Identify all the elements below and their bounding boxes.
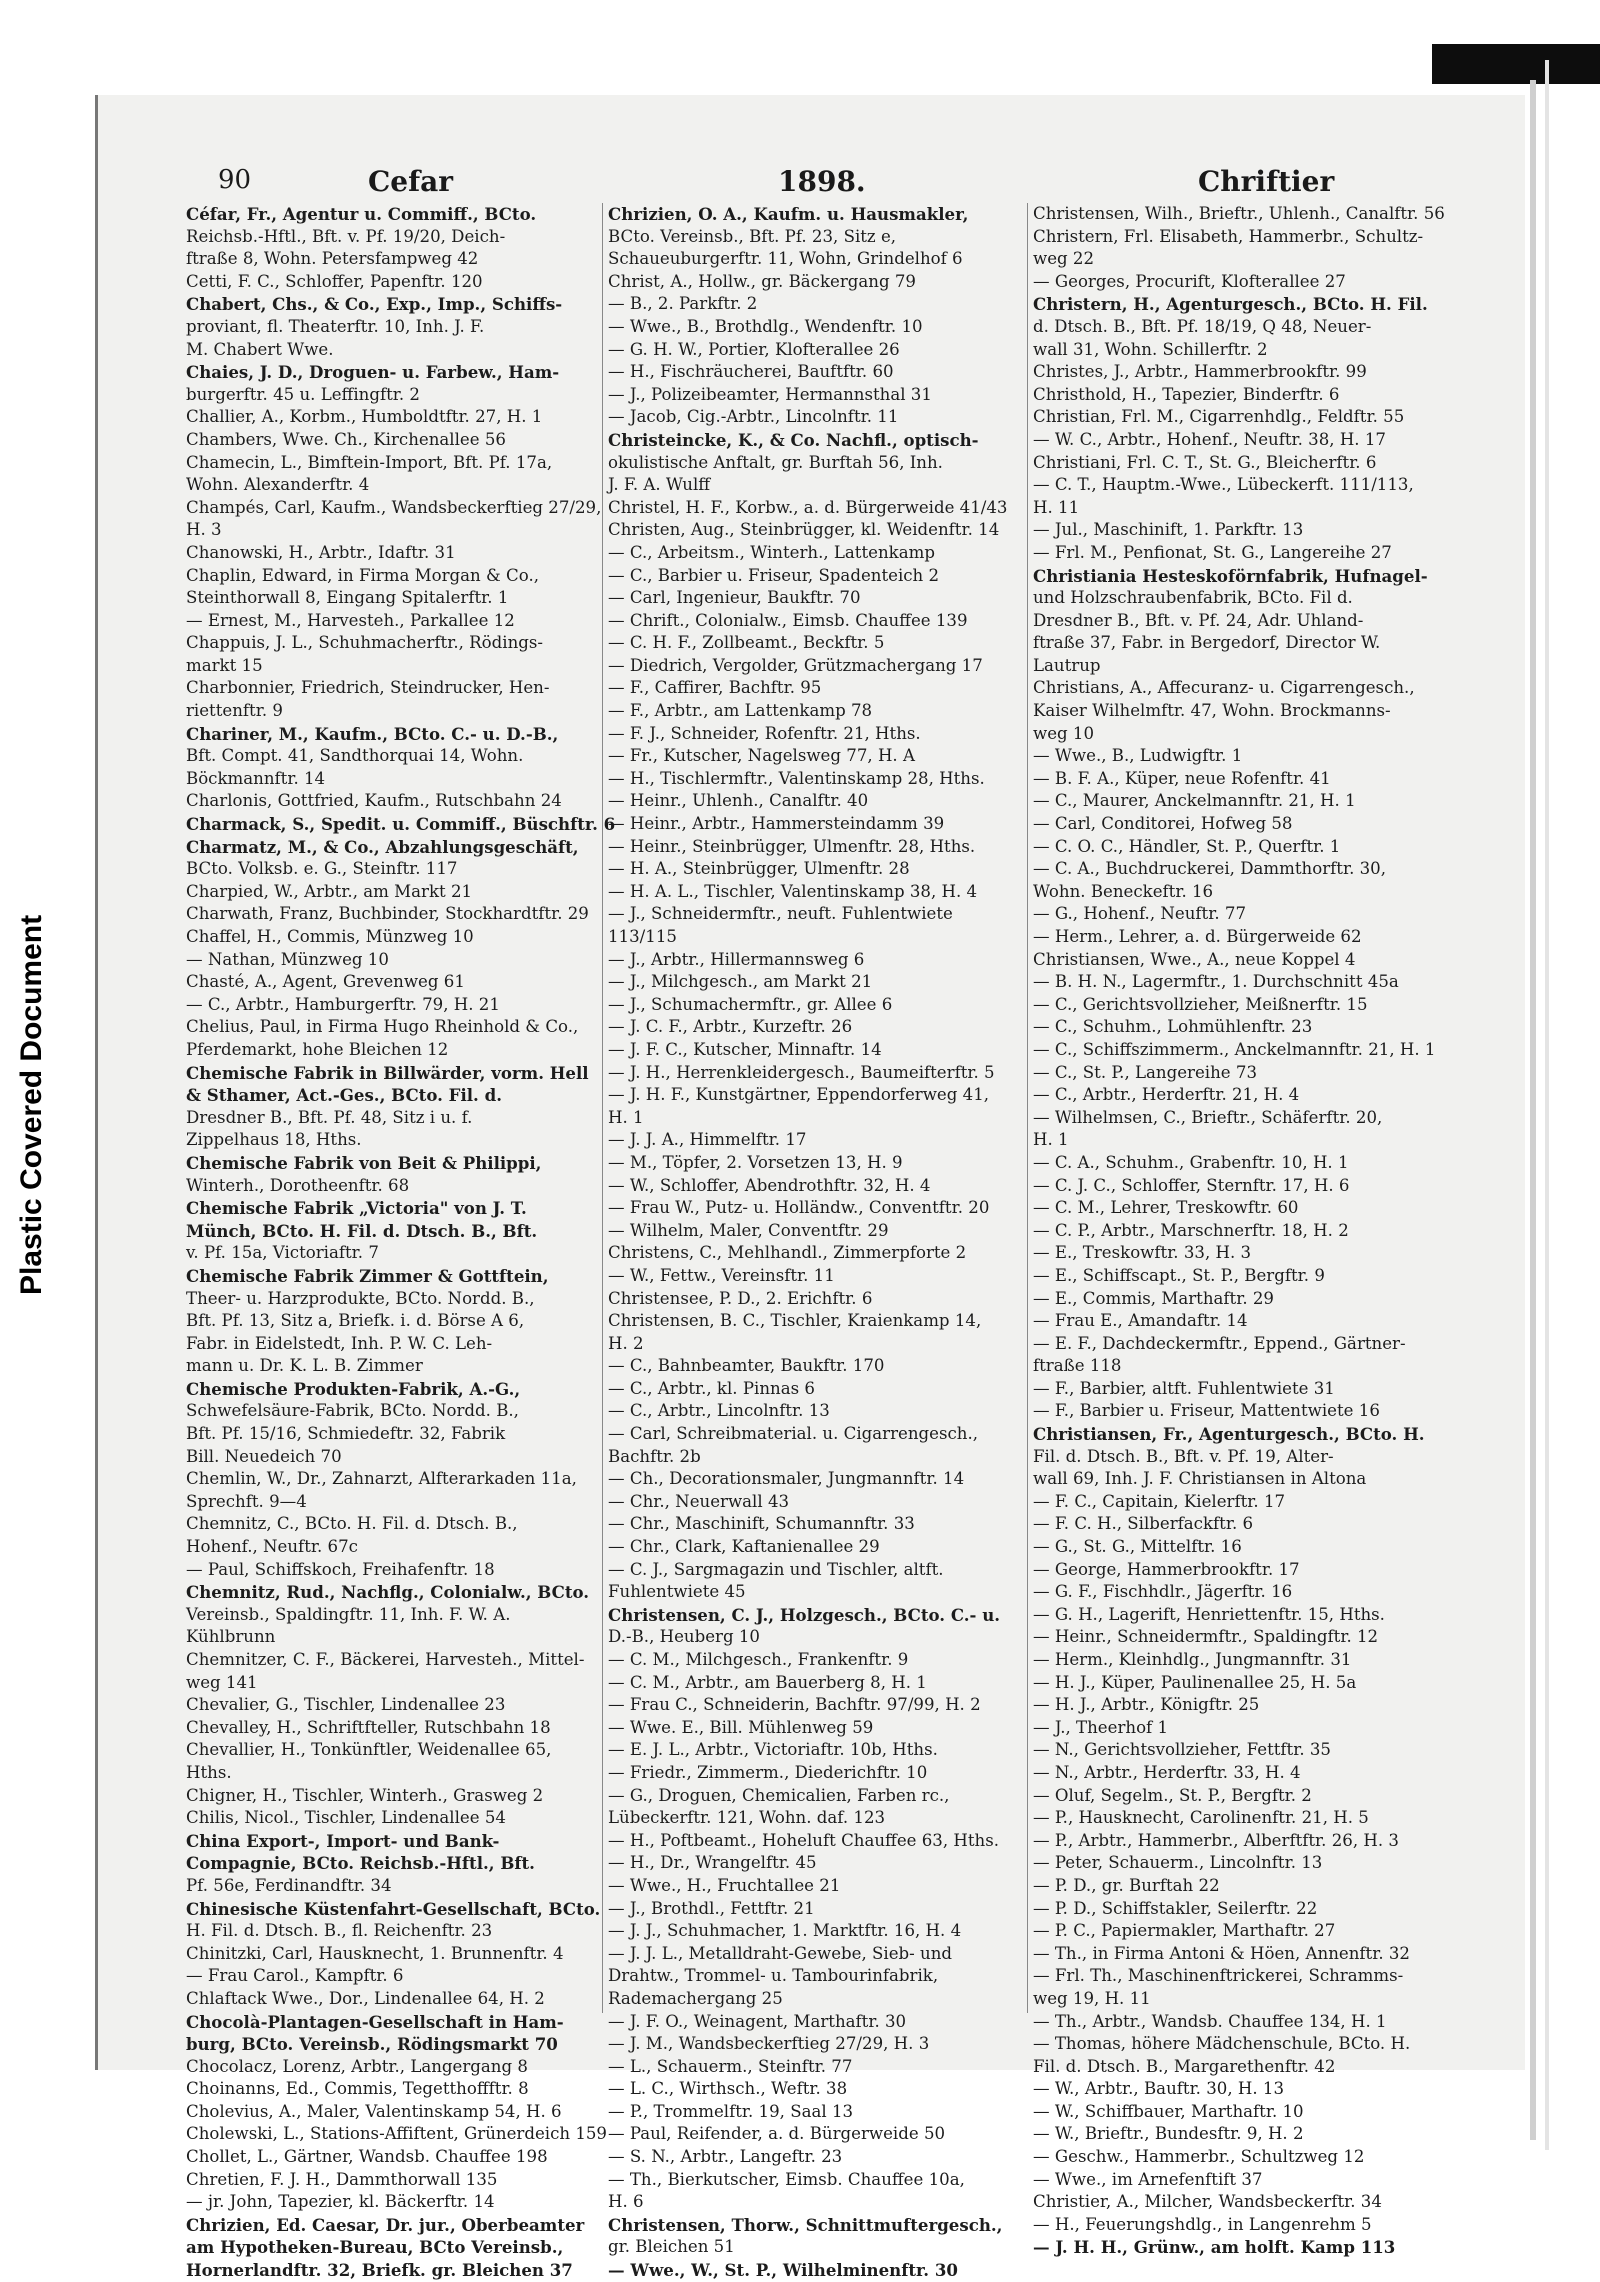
directory-entry-line: Kaiser Wilhelmftr. 47, Wohn. Brockmanns- xyxy=(1033,701,1391,721)
directory-entry-line: Chrizien, Ed. Caesar, Dr. jur., Oberbeamter xyxy=(186,2214,585,2235)
directory-entry-line: Christiania Hesteskoförnfabrik, Hufnagel- xyxy=(1033,565,1428,586)
directory-entry-line: Bachftr. 2b xyxy=(608,1446,701,1466)
directory-entry-line: — H. A., Steinbrügger, Ulmenftr. 28 xyxy=(608,859,910,879)
page-header xyxy=(98,165,1525,205)
directory-entry-line: — jr. John, Tapezier, kl. Bäckerftr. 14 xyxy=(186,2192,495,2212)
directory-entry-line: BCto. Vereinsb., Bft. Pf. 23, Sitz e, xyxy=(608,226,897,246)
directory-entry-line: — Peter, Schauerm., Lincolnftr. 13 xyxy=(1033,1853,1323,1873)
directory-entry-line: Chemische Fabrik von Beit & Philippi, xyxy=(186,1152,542,1173)
directory-entry-line: — Wwe., B., Brothdlg., Wendenftr. 10 xyxy=(608,316,923,336)
directory-entry-line: Christern, H., Agenturgesch., BCto. H. Fil. xyxy=(1033,294,1428,315)
directory-entry-line: Christes, J., Arbtr., Hammerbrookftr. 99 xyxy=(1033,362,1367,382)
directory-entry-line: Chemlin, W., Dr., Zahnarzt, Alfterarkaden 11a, xyxy=(186,1469,577,1489)
directory-entry-line: — C. H. F., Zollbeamt., Beckftr. 5 xyxy=(608,633,885,653)
directory-entry-line: Fil. d. Dtsch. B., Margarethenftr. 42 xyxy=(1033,2056,1336,2076)
directory-entry-line: — Thomas, höhere Mädchenschule, BCto. H. xyxy=(1033,2034,1411,2054)
directory-entry-line: weg 22 xyxy=(1033,249,1095,269)
directory-entry-line: — S. N., Arbtr., Langeftr. 23 xyxy=(608,2147,843,2167)
black-tab xyxy=(1432,44,1600,84)
directory-entry-line: — Heinr., Schneidermftr., Spaldingftr. 12 xyxy=(1033,1627,1379,1647)
directory-entry-line: — C., Arbtr., Herderftr. 21, H. 4 xyxy=(1033,1085,1300,1105)
directory-entry-line: — W., Arbtr., Bauftr. 30, H. 13 xyxy=(1033,2079,1285,2099)
directory-entry-line: Bft. Compt. 41, Sandthorquai 14, Wohn. xyxy=(186,746,524,766)
directory-entry-line: Christier, A., Milcher, Wandsbeckerftr. 34 xyxy=(1033,2192,1382,2212)
directory-entry-line: markt 15 xyxy=(186,655,263,675)
directory-entry-line: — F., Caffirer, Bachftr. 95 xyxy=(608,678,822,698)
directory-entry-line: — J. F. C., Kutscher, Minnaftr. 14 xyxy=(608,1039,882,1059)
directory-entry-line: — G., Droguen, Chemicalien, Farben rc., xyxy=(608,1785,950,1805)
directory-entry-line: — L. C., Wirthsch., Weftr. 38 xyxy=(608,2079,848,2099)
directory-entry-line: — J., Schumachermftr., gr. Allee 6 xyxy=(608,994,893,1014)
directory-entry-line: Chariner, M., Kaufm., BCto. C.- u. D.-B., xyxy=(186,723,559,744)
directory-entry-line: Münch, BCto. H. Fil. d. Dtsch. B., Bft. xyxy=(186,1220,538,1241)
directory-entry-line: Choinanns, Ed., Commis, Tegetthoffftr. 8 xyxy=(186,2079,529,2099)
directory-entry-line: — H., Feuerungshdlg., in Langenrehm 5 xyxy=(1033,2214,1372,2234)
directory-entry-line: — Heinr., Arbtr., Hammersteindamm 39 xyxy=(608,814,945,834)
directory-entry-line: Reichsb.-Hftl., Bft. v. Pf. 19/20, Deich- xyxy=(186,226,506,246)
directory-entry-line: — E., Commis, Marthaftr. 29 xyxy=(1033,1288,1274,1308)
directory-entry-line: — Carl, Schreibmaterial. u. Cigarrengesch., xyxy=(608,1424,978,1444)
directory-entry-line: — W. C., Arbtr., Hohenf., Neuftr. 38, H. 17 xyxy=(1033,429,1386,449)
directory-entry-line: — Wilhelm, Maler, Conventftr. 29 xyxy=(608,1220,889,1240)
directory-entry-line: Christel, H. F., Korbw., a. d. Bürgerweide 41/43 xyxy=(608,497,1008,517)
directory-entry-line: — Paul, Schiffskoch, Freihafenftr. 18 xyxy=(186,1559,495,1579)
directory-entry-line: — J., Schneidermftr., neuft. Fuhlentwiete xyxy=(608,904,953,924)
directory-entry-line: Christensen, C. J., Holzgesch., BCto. C.- u. xyxy=(608,1604,1001,1625)
directory-entry-line: Chabert, Chs., & Co., Exp., Imp., Schiffs- xyxy=(186,294,563,315)
directory-entry-line: ftraße 8, Wohn. Petersfampweg 42 xyxy=(186,249,479,269)
directory-column-2 xyxy=(608,203,1038,2281)
directory-entry-line: Charwath, Franz, Buchbinder, Stockhardtftr. 29 xyxy=(186,904,589,924)
directory-entry-line: Fabr. in Eidelstedt, Inh. P. W. C. Leh- xyxy=(186,1333,493,1353)
directory-entry-line: Chemnitzer, C. F., Bäckerei, Harvesteh., Mittel- xyxy=(186,1650,585,1669)
directory-entry-line: Cholevius, A., Maler, Valentinskamp 54, H. 6 xyxy=(186,2101,562,2121)
directory-entry-line: H. 3 xyxy=(186,520,222,540)
directory-entry-line: — H., Fischräucherei, Bauftftr. 60 xyxy=(608,362,894,382)
directory-entry-line: — Ch., Decorationsmaler, Jungmannftr. 14 xyxy=(608,1469,965,1489)
directory-entry-line: Vereinsb., Spaldingftr. 11, Inh. F. W. A. xyxy=(186,1604,511,1624)
directory-entry-line: d. Dtsch. B., Bft. Pf. 18/19, Q 48, Neuer- xyxy=(1033,316,1372,336)
directory-entry-line: — Friedr., Zimmerm., Diederichftr. 10 xyxy=(608,1762,928,1782)
directory-entry-line: Chocolà-Plantagen-Gesellschaft in Ham- xyxy=(186,2011,564,2032)
directory-entry-line: Charlonis, Gottfried, Kaufm., Rutschbahn 24 xyxy=(186,791,562,811)
directory-entry-line: — P., Hausknecht, Carolinenftr. 21, H. 5 xyxy=(1033,1808,1369,1828)
directory-entry-line: — Th., Arbtr., Wandsb. Chauffee 134, H. 1 xyxy=(1033,2011,1387,2031)
directory-entry-line: Christ, A., Hollw., gr. Bäckergang 79 xyxy=(608,271,916,291)
directory-entry-line: Champés, Carl, Kaufm., Wandsbeckerftieg 27/29, xyxy=(186,497,602,517)
directory-entry-line: Dresdner B., Bft. Pf. 48, Sitz i u. f. xyxy=(186,1107,473,1127)
directory-entry-line: — C. J., Sargmagazin und Tischler, altft. xyxy=(608,1559,944,1579)
directory-entry-line: Christiansen, Fr., Agenturgesch., BCto. H. xyxy=(1033,1424,1425,1445)
directory-entry-line: — L., Schauerm., Steinftr. 77 xyxy=(608,2056,853,2076)
directory-entry-line: wall 69, Inh. J. F. Christiansen in Altona xyxy=(1033,1469,1367,1489)
directory-entry-line: — Wwe., B., Ludwigftr. 1 xyxy=(1033,746,1243,766)
directory-entry-line: proviant, fl. Theaterftr. 10, Inh. J. F. xyxy=(186,316,485,336)
directory-entry-line: Chocolacz, Lorenz, Arbtr., Langergang 8 xyxy=(186,2056,528,2076)
directory-entry-line: — W., Brieftr., Bundesftr. 9, H. 2 xyxy=(1033,2124,1304,2144)
directory-entry-line: — Frau E., Amandaftr. 14 xyxy=(1033,1311,1248,1331)
directory-entry-line: BCto. Volksb. e. G., Steinftr. 117 xyxy=(186,859,458,879)
directory-entry-line: — Heinr., Steinbrügger, Ulmenftr. 28, Hths. xyxy=(608,836,976,856)
directory-entry-line: — Chr., Clark, Kaftanienallee 29 xyxy=(608,1537,880,1557)
directory-entry-line: — Nathan, Münzweg 10 xyxy=(186,949,389,969)
directory-entry-line: Charpied, W., Arbtr., am Markt 21 xyxy=(186,881,473,901)
directory-entry-line: H. 1 xyxy=(1033,1130,1069,1150)
directory-entry-line: D.-B., Heuberg 10 xyxy=(608,1627,760,1647)
directory-entry-line: Fil. d. Dtsch. B., Bft. v. Pf. 19, Alter- xyxy=(1033,1446,1334,1466)
directory-entry-line: — B., 2. Parkftr. 2 xyxy=(608,294,758,314)
directory-entry-line: Challier, A., Korbm., Humboldtftr. 27, H. 1 xyxy=(186,407,543,427)
directory-entry-line: — B. H. N., Lagermftr., 1. Durchschnitt 45a xyxy=(1033,972,1399,992)
directory-entry-line: Hohenf., Neuftr. 67c xyxy=(186,1537,358,1557)
directory-entry-line: Chemische Fabrik in Billwärder, vorm. Hell xyxy=(186,1062,589,1083)
directory-entry-line: Chinitzki, Carl, Hausknecht, 1. Brunnenftr. 4 xyxy=(186,1943,564,1963)
directory-entry-line: Lübeckerftr. 121, Wohn. daf. 123 xyxy=(608,1808,886,1828)
page-edge-outer xyxy=(1545,60,1549,2150)
directory-entry-line: — Carl, Conditorei, Hofweg 58 xyxy=(1033,814,1293,834)
directory-entry-line: — C. T., Hauptm.-Wwe., Lübeckerft. 111/113, xyxy=(1033,475,1414,495)
directory-entry-line: Christensen, Thorw., Schnittmuftergesch., xyxy=(608,2214,1003,2235)
directory-entry-line: — Frau Carol., Kampftr. 6 xyxy=(186,1966,404,1986)
directory-entry-line: ftraße 118 xyxy=(1033,1356,1122,1376)
directory-entry-line: Chevalley, H., Schriftfteller, Rutschbahn 18 xyxy=(186,1717,551,1737)
directory-entry-line: — Fr., Kutscher, Nagelsweg 77, H. A xyxy=(608,746,915,766)
directory-entry-line: — C. M., Arbtr., am Bauerberg 8, H. 1 xyxy=(608,1672,927,1692)
directory-entry-line: Schwefelsäure-Fabrik, BCto. Nordd. B., xyxy=(186,1401,519,1421)
directory-entry-line: — Herm., Kleinhdlg., Jungmannftr. 31 xyxy=(1033,1650,1352,1669)
directory-entry-line: ftraße 37, Fabr. in Bergedorf, Director W. xyxy=(1033,633,1381,653)
directory-page xyxy=(95,95,1525,2281)
directory-entry-line: Chemnitz, C., BCto. H. Fil. d. Dtsch. B., xyxy=(186,1514,518,1534)
directory-entry-line: — Jul., Maschinift, 1. Parkftr. 13 xyxy=(1033,520,1304,540)
directory-entry-line: 113/115 xyxy=(608,927,677,946)
directory-entry-line: — W., Schloffer, Abendrothftr. 32, H. 4 xyxy=(608,1175,931,1195)
directory-entry-line: — Heinr., Uhlenh., Canalftr. 40 xyxy=(608,791,869,811)
directory-entry-line: Christensen, B. C., Tischler, Kraienkamp 14, xyxy=(608,1311,982,1331)
directory-entry-line: burg, BCto. Vereinsb., Rödingsmarkt 70 xyxy=(186,2034,558,2055)
directory-column-1 xyxy=(186,203,616,2281)
directory-entry-line: — Frau W., Putz- u. Holländw., Conventftr. 20 xyxy=(608,1198,990,1218)
directory-entry-line: — C. O. C., Händler, St. P., Querftr. 1 xyxy=(1033,836,1341,856)
directory-entry-line: — J., Theerhof 1 xyxy=(1033,1717,1169,1737)
directory-entry-line: M. Chabert Wwe. xyxy=(186,339,334,359)
directory-entry-line: — J. J. L., Metalldraht-Gewebe, Sieb- und xyxy=(608,1943,953,1963)
directory-entry-line: — George, Hammerbrookftr. 17 xyxy=(1033,1559,1300,1579)
directory-entry-line: — C., St. P., Langereihe 73 xyxy=(1033,1062,1258,1082)
directory-entry-line: — H., Tischlermftr., Valentinskamp 28, Hths. xyxy=(608,768,985,788)
directory-entry-line: — W., Fettw., Vereinsftr. 11 xyxy=(608,1265,835,1285)
directory-entry-line: Chemische Fabrik „Victoria" von J. T. xyxy=(186,1198,527,1219)
directory-entry-line: — C. J. C., Schloffer, Sternftr. 17, H. 6 xyxy=(1033,1175,1350,1195)
directory-entry-line: Rademachergang 25 xyxy=(608,1988,783,2008)
directory-entry-line: — Wwe. E., Bill. Mühlenweg 59 xyxy=(608,1717,874,1737)
directory-entry-line: — N., Arbtr., Herderftr. 33, H. 4 xyxy=(1033,1762,1301,1782)
directory-entry-line: J. F. A. Wulff xyxy=(608,475,711,495)
directory-entry-line: Chaplin, Edward, in Firma Morgan & Co., xyxy=(186,565,539,585)
directory-entry-line: — E., Schiffscapt., St. P., Bergftr. 9 xyxy=(1033,1265,1325,1285)
directory-entry-line: gr. Bleichen 51 xyxy=(608,2237,735,2257)
directory-entry-line: — P. C., Papiermakler, Marthaftr. 27 xyxy=(1033,1921,1336,1941)
directory-entry-line: — P. D., Schiffstakler, Seilerftr. 22 xyxy=(1033,1898,1318,1918)
directory-entry-line: Charmack, S., Spedit. u. Commiff., Büschftr. 6 xyxy=(186,814,616,835)
directory-entry-line: Drahtw., Trommel- u. Tambourinfabrik, xyxy=(608,1966,939,1986)
directory-entry-line: & Sthamer, Act.-Ges., BCto. Fil. d. xyxy=(186,1085,502,1106)
directory-entry-line: — Frl. Th., Maschinenftrickerei, Schramms- xyxy=(1033,1966,1404,1986)
directory-entry-line: — C., Schuhm., Lohmühlenftr. 23 xyxy=(1033,1017,1313,1037)
directory-entry-line: Christen, Aug., Steinbrügger, kl. Weidenftr. 14 xyxy=(608,520,1000,540)
directory-entry-line: — Th., Bierkutscher, Eimsb. Chauffee 10a, xyxy=(608,2169,965,2189)
directory-entry-line: mann u. Dr. K. L. B. Zimmer xyxy=(186,1356,423,1376)
directory-entry-line: Chemische Fabrik Zimmer & Gottftein, xyxy=(186,1265,549,1286)
directory-entry-line: — Chr., Neuerwall 43 xyxy=(608,1491,790,1511)
directory-entry-line: — Frl. M., Penfionat, St. G., Langereihe 27 xyxy=(1033,542,1392,562)
directory-entry-line: — Wwe., H., Fruchtallee 21 xyxy=(608,1875,841,1895)
directory-entry-line: — J. J., Schuhmacher, 1. Marktftr. 16, H. 4 xyxy=(608,1921,962,1941)
directory-entry-line: — J. F. O., Weinagent, Marthaftr. 30 xyxy=(608,2011,907,2031)
directory-entry-line: — E., Treskowftr. 33, H. 3 xyxy=(1033,1243,1252,1263)
directory-entry-line: wall 31, Wohn. Schillerftr. 2 xyxy=(1033,339,1268,359)
directory-entry-line: — J., Polizeibeamter, Hermannsthal 31 xyxy=(608,384,932,404)
directory-entry-line: Pferdemarkt, hohe Bleichen 12 xyxy=(186,1039,449,1059)
directory-entry-line: weg 141 xyxy=(186,1672,258,1692)
directory-entry-line: Chelius, Paul, in Firma Hugo Rheinhold & Co., xyxy=(186,1017,579,1037)
directory-entry-line: — Carl, Ingenieur, Baukftr. 70 xyxy=(608,588,861,608)
directory-entry-line: Chanowski, H., Arbtr., Idaftr. 31 xyxy=(186,542,456,562)
directory-entry-line: — J., Brothdl., Fettftr. 21 xyxy=(608,1898,815,1918)
directory-entry-line: Bill. Neuedeich 70 xyxy=(186,1446,342,1466)
directory-entry-line: Chaies, J. D., Droguen- u. Farbew., Ham- xyxy=(186,362,560,383)
directory-entry-line: — Paul, Reifender, a. d. Bürgerweide 50 xyxy=(608,2124,946,2144)
directory-entry-line: — Chr., Maschinift, Schumannftr. 33 xyxy=(608,1514,915,1534)
directory-entry-line: Dresdner B., Bft. v. Pf. 24, Adr. Uhland- xyxy=(1033,610,1364,630)
directory-entry-line: Bft. Pf. 15/16, Schmiedeftr. 32, Fabrik xyxy=(186,1424,506,1444)
directory-entry-line: H. Fil. d. Dtsch. B., fl. Reichenftr. 23 xyxy=(186,1921,493,1941)
directory-entry-line: am Hypotheken-Bureau, BCto Vereinsb., xyxy=(186,2237,564,2258)
directory-entry-line: H. 2 xyxy=(608,1333,644,1353)
directory-entry-line: — J., Arbtr., Hillermannsweg 6 xyxy=(608,949,865,969)
directory-entry-line: — G., Hohenf., Neuftr. 77 xyxy=(1033,904,1246,924)
directory-entry-line: — F. J., Schneider, Rofenftr. 21, Hths. xyxy=(608,723,921,743)
directory-entry-line: — C. A., Schuhm., Grabenftr. 10, H. 1 xyxy=(1033,1152,1349,1172)
directory-entry-line: Chemische Produkten-Fabrik, A.-G., xyxy=(186,1378,521,1399)
directory-entry-line: — F. C., Capitain, Kielerftr. 17 xyxy=(1033,1491,1286,1511)
directory-entry-line: Chevallier, H., Tonkünftler, Weidenallee 65, xyxy=(186,1740,552,1760)
directory-entry-line: Steinthorwall 8, Eingang Spitalerftr. 1 xyxy=(186,588,509,608)
directory-entry-line: — Oluf, Segelm., St. P., Bergftr. 2 xyxy=(1033,1785,1312,1805)
directory-entry-line: Christeincke, K., & Co. Nachfl., optisch- xyxy=(608,429,979,450)
directory-entry-line: — G. H., Lagerift, Henriettenftr. 15, Hths. xyxy=(1033,1604,1385,1624)
directory-entry-line: — H., Poftbeamt., Hoheluft Chauffee 63, Hths. xyxy=(608,1830,1000,1850)
directory-entry-line: Chretien, F. J. H., Dammthorwall 135 xyxy=(186,2169,498,2189)
directory-entry-line: Pf. 56e, Ferdinandftr. 34 xyxy=(186,1875,392,1895)
page-edge xyxy=(1530,80,1536,2140)
directory-entry-line: Chambers, Wwe. Ch., Kirchenallee 56 xyxy=(186,429,506,449)
directory-entry-line: weg 19, H. 11 xyxy=(1033,1988,1151,2008)
directory-entry-line: — J. M., Wandsbeckerftieg 27/29, H. 3 xyxy=(608,2034,930,2054)
directory-entry-line: — J. H. H., Grünw., am holft. Kamp 113 xyxy=(1033,2237,1396,2258)
directory-entry-line: und Holzschraubenfabrik, BCto. Fil d. xyxy=(1033,588,1353,608)
directory-entry-line: H. 6 xyxy=(608,2192,644,2212)
header-year: 1898. xyxy=(778,165,866,198)
directory-entry-line: — H. A. L., Tischler, Valentinskamp 38, H. 4 xyxy=(608,881,978,901)
directory-entry-line: Chrizien, O. A., Kaufm. u. Hausmakler, xyxy=(608,204,969,224)
directory-entry-line: Christiani, Frl. C. T., St. G., Bleicherftr. 6 xyxy=(1033,452,1377,472)
directory-entry-line: Céfar, Fr., Agentur u. Commiff., BCto. xyxy=(186,204,537,224)
directory-entry-line: — C. P., Arbtr., Marschnerftr. 18, H. 2 xyxy=(1033,1220,1349,1240)
directory-entry-line: — C. A., Buchdruckerei, Dammthorftr. 30, xyxy=(1033,859,1387,879)
directory-entry-line: Christensen, Wilh., Brieftr., Uhlenh., Canalftr. 56 xyxy=(1033,204,1445,223)
directory-entry-line: — Ernest, M., Harvesteh., Parkallee 12 xyxy=(186,610,515,630)
header-right-keyword: Chriftier xyxy=(1198,165,1335,198)
directory-entry-line: Chilis, Nicol., Tischler, Lindenallee 54 xyxy=(186,1808,506,1828)
directory-entry-line: — Wwe., W., St. P., Wilhelminenftr. 30 xyxy=(608,2260,958,2281)
directory-entry-line: Theer- u. Harzprodukte, BCto. Nordd. B., xyxy=(186,1288,535,1308)
directory-entry-line: okulistische Anftalt, gr. Burftah 56, Inh. xyxy=(608,452,943,472)
directory-entry-line: Lautrup xyxy=(1033,655,1101,675)
directory-entry-line: weg 10 xyxy=(1033,723,1095,743)
directory-entry-line: — G. F., Fischhdlr., Jägerftr. 16 xyxy=(1033,1582,1293,1602)
directory-entry-line: Charmatz, M., & Co., Abzahlungsgeschäft, xyxy=(186,836,579,857)
directory-entry-line: — C., Gerichtsvollzieher, Meißnerftr. 15 xyxy=(1033,994,1368,1014)
directory-entry-line: — J., Milchgesch., am Markt 21 xyxy=(608,972,873,992)
directory-entry-line: Wohn. Alexanderftr. 4 xyxy=(186,475,370,495)
directory-entry-line: Kühlbrunn xyxy=(186,1627,276,1647)
directory-entry-line: Chinesische Küstenfahrt-Gesellschaft, BCto. xyxy=(186,1898,601,1919)
directory-entry-line: — F., Barbier u. Friseur, Mattentwiete 16 xyxy=(1033,1401,1380,1421)
directory-entry-line: H. 1 xyxy=(608,1107,644,1127)
directory-entry-line: — W., Schiffbauer, Marthaftr. 10 xyxy=(1033,2101,1304,2121)
directory-entry-line: — C., Maurer, Anckelmannftr. 21, H. 1 xyxy=(1033,791,1356,811)
directory-entry-line: — C. M., Milchgesch., Frankenftr. 9 xyxy=(608,1650,909,1669)
directory-entry-line: — Herm., Lehrer, a. d. Bürgerweide 62 xyxy=(1033,927,1362,946)
header-left-keyword: Cefar xyxy=(368,165,454,198)
directory-entry-line: Schaueuburgerftr. 11, Wohn, Grindelhof 6 xyxy=(608,249,963,269)
directory-entry-line: — M., Töpfer, 2. Vorsetzen 13, H. 9 xyxy=(608,1152,903,1172)
directory-entry-line: Hths. xyxy=(186,1762,232,1782)
directory-entry-line: Chevalier, G., Tischler, Lindenallee 23 xyxy=(186,1695,506,1715)
side-label: Plastic Covered Document xyxy=(15,914,48,1295)
directory-entry-line: — H. J., Arbtr., Königftr. 25 xyxy=(1033,1695,1260,1715)
directory-entry-line: Christensee, P. D., 2. Erichftr. 6 xyxy=(608,1288,873,1308)
directory-entry-line: — Th., in Firma Antoni & Höen, Annenftr. 32 xyxy=(1033,1943,1410,1963)
directory-entry-line: China Export-, Import- und Bank- xyxy=(186,1830,500,1851)
directory-entry-line: — Chrift., Colonialw., Eimsb. Chauffee 139 xyxy=(608,610,968,630)
directory-entry-line: Zippelhaus 18, Hths. xyxy=(186,1130,362,1150)
directory-entry-line: — C., Arbeitsm., Winterh., Lattenkamp xyxy=(608,542,935,562)
directory-entry-line: — C., Bahnbeamter, Baukftr. 170 xyxy=(608,1356,885,1376)
directory-entry-line: — B. F. A., Küper, neue Rofenftr. 41 xyxy=(1033,768,1331,788)
directory-entry-line: Cetti, F. C., Schloffer, Papenftr. 120 xyxy=(186,271,483,291)
directory-entry-line: Christhold, H., Tapezier, Binderftr. 6 xyxy=(1033,384,1340,404)
directory-entry-line: — J. H., Herrenkleidergesch., Baumeifterftr. 5 xyxy=(608,1062,995,1082)
directory-entry-line: Chollet, L., Gärtner, Wandsb. Chauffee 198 xyxy=(186,2147,548,2167)
directory-entry-line: Charbonnier, Friedrich, Steindrucker, Hen- xyxy=(186,678,550,698)
directory-entry-line: — P. D., gr. Burftah 22 xyxy=(1033,1875,1220,1895)
directory-entry-line: — J. H. F., Kunstgärtner, Eppendorferweg 41, xyxy=(608,1085,990,1105)
directory-entry-line: Fuhlentwiete 45 xyxy=(608,1582,746,1602)
directory-entry-line: — E. F., Dachdeckermftr., Eppend., Gärtner- xyxy=(1033,1333,1406,1353)
directory-entry-line: Chaffel, H., Commis, Münzweg 10 xyxy=(186,927,474,946)
directory-entry-line: — G. H. W., Portier, Klofterallee 26 xyxy=(608,339,900,359)
directory-entry-line: — N., Gerichtsvollzieher, Fettftr. 35 xyxy=(1033,1740,1331,1760)
directory-entry-line: — G., St. G., Mittelftr. 16 xyxy=(1033,1537,1242,1557)
directory-entry-line: Chlaftack Wwe., Dor., Lindenallee 64, H. 2 xyxy=(186,1988,545,2008)
directory-entry-line: Chigner, H., Tischler, Winterh., Grasweg 2 xyxy=(186,1785,544,1805)
directory-entry-line: Christians, A., Affecuranz- u. Cigarrengesch., xyxy=(1033,678,1415,698)
directory-entry-line: Chemnitz, Rud., Nachflg., Colonialw., BCto. xyxy=(186,1582,590,1603)
directory-entry-line: burgerftr. 45 u. Leffingftr. 2 xyxy=(186,384,420,404)
directory-entry-line: — P., Trommelftr. 19, Saal 13 xyxy=(608,2101,854,2121)
directory-entry-line: — P., Arbtr., Hammerbr., Alberftftr. 26, H. 3 xyxy=(1033,1830,1399,1850)
directory-entry-line: Böckmannftr. 14 xyxy=(186,768,326,788)
directory-entry-line: — C., Schiffszimmerm., Anckelmannftr. 21, H. 1 xyxy=(1033,1039,1436,1059)
page-number: 90 xyxy=(218,165,252,195)
directory-entry-line: — F., Barbier, altft. Fuhlentwiete 31 xyxy=(1033,1378,1335,1398)
directory-entry-line: Wohn. Beneckeftr. 16 xyxy=(1033,881,1214,901)
directory-entry-line: — J. J. A., Himmelftr. 17 xyxy=(608,1130,807,1150)
directory-entry-line: Chamecin, L., Bimftein-Import, Bft. Pf. 17a, xyxy=(186,452,553,472)
directory-entry-line: Christian, Frl. M., Cigarrenhdlg., Feldftr. 55 xyxy=(1033,407,1405,427)
directory-entry-line: — C., Arbtr., kl. Pinnas 6 xyxy=(608,1378,815,1398)
directory-entry-line: Hornerlandftr. 32, Briefk. gr. Bleichen 37 xyxy=(186,2260,573,2281)
directory-entry-line: — F. C. H., Silberfackftr. 6 xyxy=(1033,1514,1254,1534)
directory-entry-line: — Frau C., Schneiderin, Bachftr. 97/99, H. 2 xyxy=(608,1695,981,1715)
directory-entry-line: Christiansen, Wwe., A., neue Koppel 4 xyxy=(1033,949,1356,969)
directory-entry-line: Compagnie, BCto. Reichsb.-Hftl., Bft. xyxy=(186,1853,535,1874)
directory-entry-line: — Geschw., Hammerbr., Schultzweg 12 xyxy=(1033,2147,1365,2167)
directory-entry-line: — Georges, Procurift, Klofterallee 27 xyxy=(1033,271,1346,291)
directory-entry-line: Bft. Pf. 13, Sitz a, Briefk. i. d. Börse A 6, xyxy=(186,1311,525,1331)
directory-entry-line: — Jacob, Cig.-Arbtr., Lincolnftr. 11 xyxy=(608,407,899,427)
directory-entry-line: — Wilhelmsen, C., Brieftr., Schäferftr. 20, xyxy=(1033,1107,1383,1127)
directory-entry-line: — F., Arbtr., am Lattenkamp 78 xyxy=(608,701,873,721)
directory-entry-line: Sprechft. 9—4 xyxy=(186,1491,307,1511)
directory-entry-line: H. 11 xyxy=(1033,497,1080,517)
directory-entry-line: — Diedrich, Vergolder, Grützmachergang 17 xyxy=(608,655,983,675)
directory-entry-line: — H. J., Küper, Paulinenallee 25, H. 5a xyxy=(1033,1672,1357,1692)
directory-entry-line: riettenftr. 9 xyxy=(186,701,283,721)
directory-entry-line: Christern, Frl. Elisabeth, Hammerbr., Schultz- xyxy=(1033,226,1424,246)
directory-entry-line: Winterh., Dorotheenftr. 68 xyxy=(186,1175,410,1195)
directory-column-3 xyxy=(1033,203,1463,2258)
directory-entry-line: — E. J. L., Arbtr., Victoriaftr. 10b, Hths. xyxy=(608,1740,938,1760)
directory-entry-line: Christens, C., Mehlhandl., Zimmerpforte 2 xyxy=(608,1243,967,1263)
directory-entry-line: — C., Arbtr., Hamburgerftr. 79, H. 21 xyxy=(186,994,500,1014)
directory-entry-line: Chasté, A., Agent, Grevenweg 61 xyxy=(186,972,465,992)
directory-entry-line: — C., Arbtr., Lincolnftr. 13 xyxy=(608,1401,830,1421)
directory-entry-line: — J. C. F., Arbtr., Kurzeftr. 26 xyxy=(608,1017,853,1037)
directory-entry-line: v. Pf. 15a, Victoriaftr. 7 xyxy=(186,1243,379,1263)
directory-entry-line: — H., Dr., Wrangelftr. 45 xyxy=(608,1853,817,1873)
directory-entry-line: — C. M., Lehrer, Treskowftr. 60 xyxy=(1033,1198,1299,1218)
directory-entry-line: Cholewski, L., Stations-Affiftent, Grünerdeich 159 xyxy=(186,2124,607,2144)
directory-entry-line: — Wwe., im Arnefenftift 37 xyxy=(1033,2169,1263,2189)
directory-entry-line: — C., Barbier u. Friseur, Spadenteich 2 xyxy=(608,565,940,585)
directory-entry-line: Chappuis, J. L., Schuhmacherftr., Rödings- xyxy=(186,633,544,653)
